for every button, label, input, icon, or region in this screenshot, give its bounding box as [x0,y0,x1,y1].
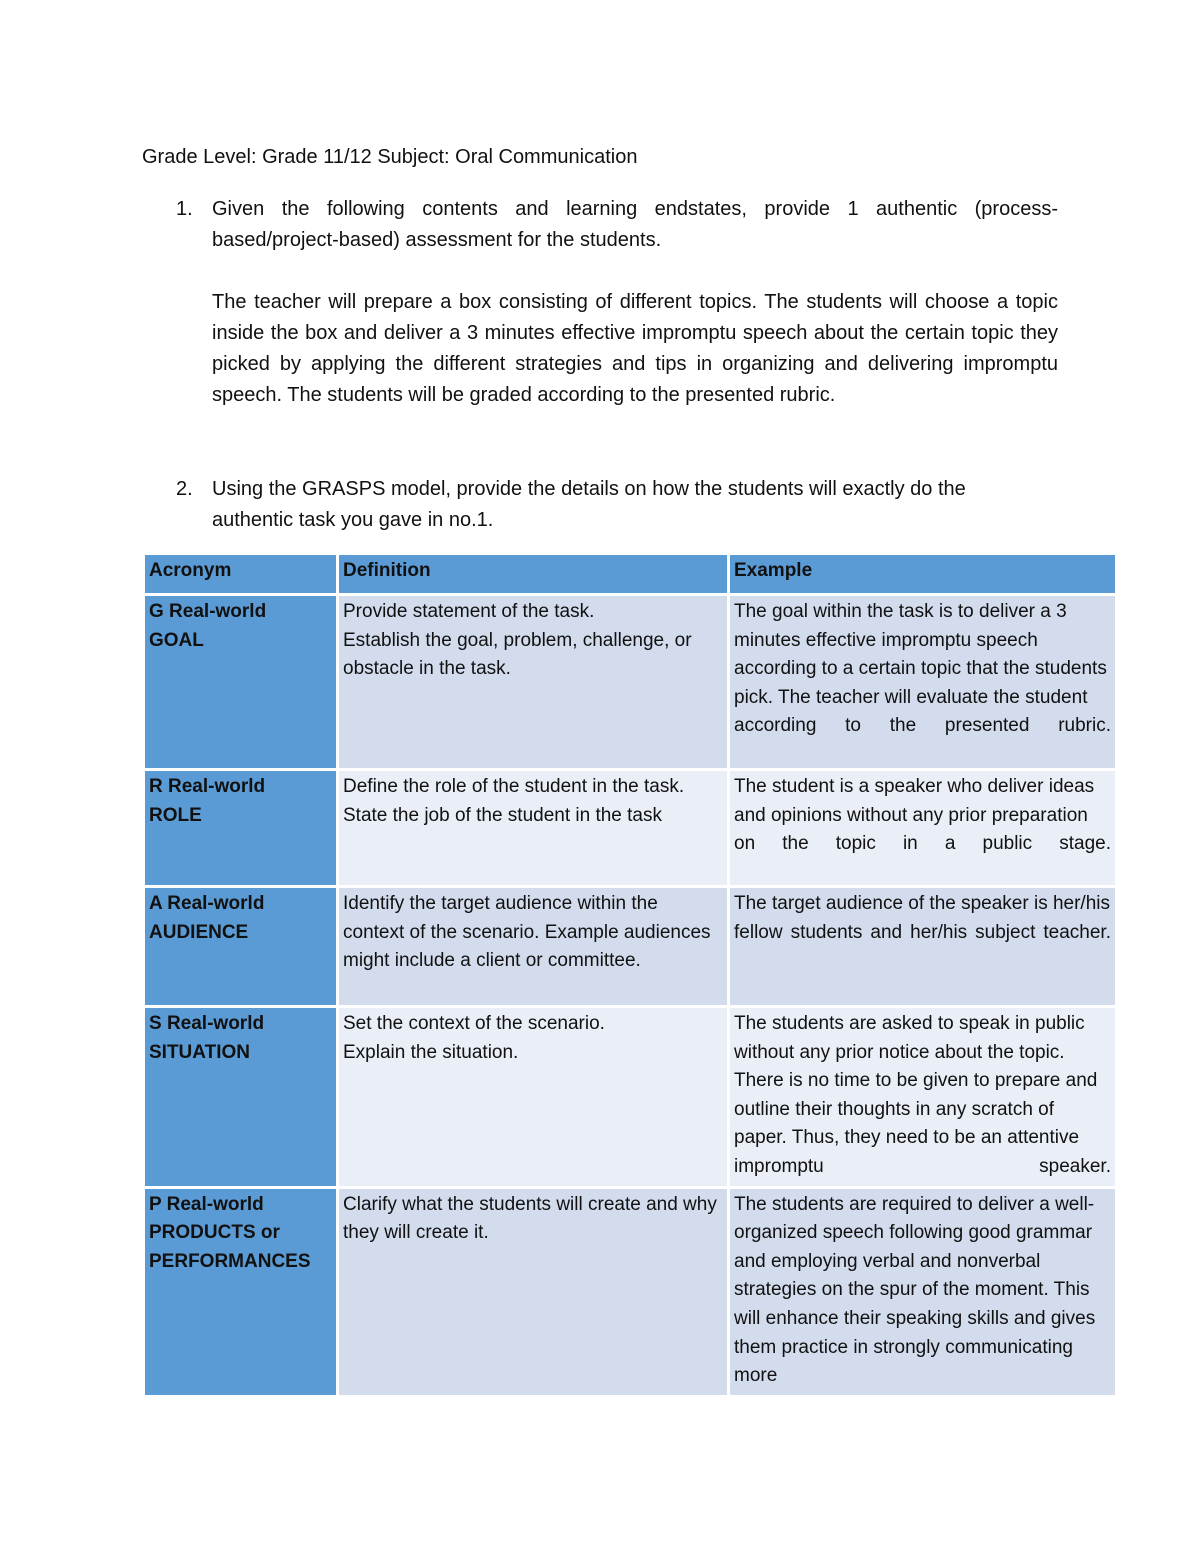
acronym-label: G Real-world [149,601,267,622]
acronym-cell [145,1005,336,1186]
acronym-label: P Real-world [149,1193,264,1215]
table-row-goal [145,593,1115,768]
acronym-label: A Real-world [149,893,265,914]
definition-line: Establish the goal, problem, challenge, or obstacle in the task. [343,629,692,680]
column-header-example: Example [730,552,1115,593]
grade-subject-heading: Grade Level: Grade 11/12 Subject: Oral Communication [142,146,638,168]
column-header-acronym: Acronym [145,552,336,593]
acronym-term: AUDIENCE [149,921,249,943]
question-list [142,194,1058,411]
definition-cell [339,593,727,768]
acronym-label: S Real-world [149,1013,265,1034]
definition-line: State the job of the student in the task [343,804,662,826]
definition-line: Provide statement of the task. [343,601,595,622]
example-cell: The students are asked to speak in public without any prior notice about the topic. There is no time to be given to prepare and outline their thoughts in any scratch of paper. Thus, they need to be an attentive impromptu speaker. [730,1005,1115,1186]
question-prompt: Using the GRASPS model, provide the details on how the students will exactly do the authentic task you gave in no.1. [212,478,966,531]
definition-cell [339,1005,727,1186]
example-cell: The goal within the task is to deliver a 3 minutes effective impromptu speech according to a certain topic that the students pick. The teacher will evaluate the student according to the presented rubric. [730,593,1115,768]
table-row-situation [145,1005,1115,1186]
example-cell: The student is a speaker who deliver ideas and opinions without any prior preparation on the topic in a public stage. [730,768,1115,885]
grasps-table [142,552,1118,1395]
question-item [142,194,1058,411]
definition-cell [339,1186,727,1395]
definition-cell [339,885,727,1005]
acronym-term: SITUATION [149,1041,250,1063]
example-cell: The students are required to deliver a well-organized speech following good grammar and employing verbal and nonverbal strategies on the spur of the moment. This will enhance their speaking skills and gives them practice in strongly communicating more [730,1186,1115,1395]
acronym-term: ROLE [149,804,202,826]
table-row-audience [145,885,1115,1005]
acronym-term: GOAL [149,629,204,651]
table-header-row [145,552,1115,593]
question-answer: The teacher will prepare a box consisting of different topics. The students will choose a topic inside the box and deliver a 3 minutes effective impromptu speech about the certain topic they picked by applying the different strategies and tips in organizing and delivering impromptu speech. The students will be graded according to the presented rubric. [212,291,1058,406]
definition-line: Set the context of the scenario. [343,1013,605,1034]
acronym-cell [145,885,336,1005]
acronym-cell [145,1186,336,1395]
acronym-term: PRODUCTS or PERFORMANCES [149,1222,311,1272]
table-row-role [145,768,1115,885]
definition-line: Explain the situation. [343,1041,519,1063]
column-header-definition: Definition [339,552,727,593]
question-list [142,474,1058,536]
table-row-products [145,1186,1115,1395]
question-number: 2. [176,478,193,500]
question-number: 1. [176,198,193,220]
question-prompt: Given the following contents and learning endstates, provide 1 authentic (process-based/project-based) assessment for the students. [212,198,1058,251]
acronym-cell [145,768,336,885]
definition-line: Identify the target audience within the context of the scenario. Example audiences might include a client or committee. [343,893,711,972]
question-item [142,474,1058,536]
definition-cell [339,768,727,885]
example-cell: The target audience of the speaker is her/his fellow students and her/his subject teacher. [730,885,1115,1005]
acronym-label: R Real-world [149,776,266,797]
definition-line: Define the role of the student in the task. [343,776,685,797]
acronym-cell [145,593,336,768]
definition-line: Clarify what the students will create and why they will create it. [343,1193,717,1244]
